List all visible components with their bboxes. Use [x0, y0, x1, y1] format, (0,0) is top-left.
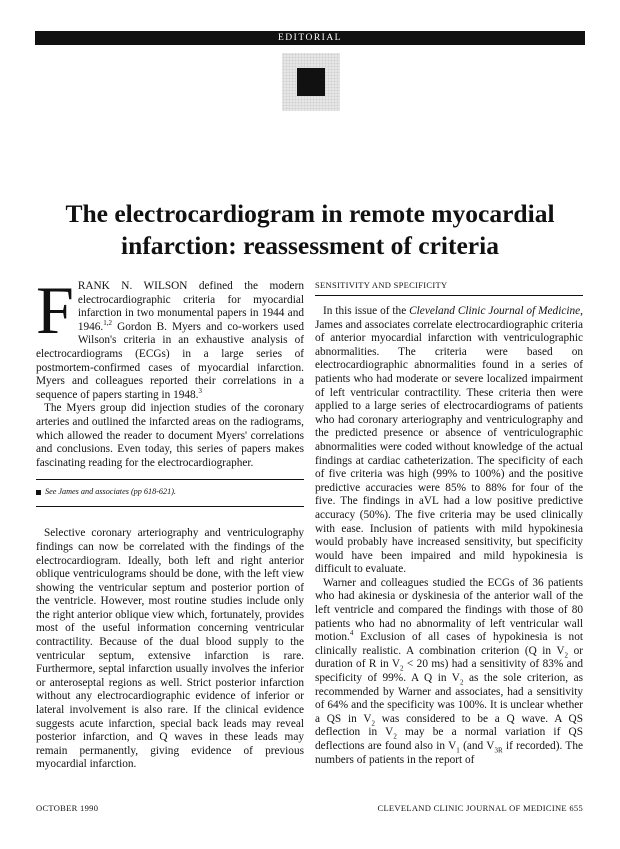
square-emblem-icon	[282, 53, 340, 111]
footer-date: OCTOBER 1990	[36, 803, 99, 813]
left-column	[36, 272, 304, 772]
section-label: EDITORIAL	[278, 33, 342, 43]
emblem-core	[297, 68, 325, 96]
section-header-bar	[35, 31, 585, 45]
right-column	[315, 280, 583, 767]
left-paragraph-3: Selective coronary arteriography and ventriculography findings can now be correlated with the findings of the electrocardiogram. Ideally, both left and right anterior oblique ventriculograms should be done, with the left view showing the ventricular septum and posterior portion of the ventricle. However, most routine studies include only the right anterior oblique view which, fortunately, provides most of the useful information concerning ventricular contractility. Because of the dual blood supply to the ventricular septum, extensive infarction is rare. Furthermore, septal infarction usually involves the inferior or anteroseptal regions as well. Strict posterior infarction without any electrocardiographic evidence of inferior or lateral involvement is also rare. If the clinical evidence suggests acute infarction, special back leads may reveal posterior infarction, and Q waves in these leads may remain permanently, giving evidence of previous myocardial infarction.	[36, 527, 304, 771]
see-also-note[interactable]: See James and associates (pp 618-621).	[36, 486, 304, 497]
article-title: The electrocardiogram in remote myocardial infarction: reassessment of criteria	[65, 199, 555, 260]
drop-cap: F	[36, 272, 74, 348]
right-paragraph-2: Warner and colleagues studied the ECGs of 36 patients who had akinesia or dyskinesia of the anterior wall of the left ventricle and compared the findings with those of 80 patients who had no abnormality of left ventricular wall motion.$^4$ Exclusion of all cases of hypokinesia is not clinically realistic. A combination criterion (Q in $V_2$ or duration of R in $V_2 < 20$ ms) had a sensitivity of 83% and specificity of 99%. A Q in $V_2$ as the sole criterion, as recommended by Warner and associates, had a sensitivity of 64% and the specificity was 100%. It is unclear whether a QS in $V_2$ was considered to be a Q wave. A QS deflection in $V_2$ may be a normal variation if QS deflections are found also in $V_1$ (and $V_{3R}$ if recorded). The numbers of patients in the report of	[315, 576, 584, 766]
left-paragraph-2: The Myers group did injection studies of the coronary arteries and outlined the infarcted areas on the radiograms, which allowed the reader to document Myers' correlations and conclusions. Even today, this series of papers makes fascinating reading for the electrocardiographer.	[36, 402, 304, 469]
bullet-square-icon	[36, 490, 41, 495]
divider	[36, 479, 304, 480]
section-heading: SENSITIVITY AND SPECIFICITY	[315, 280, 583, 296]
footer-journal-page: CLEVELAND CLINIC JOURNAL OF MEDICINE 655	[377, 803, 583, 813]
left-paragraph-1: FRANK N. WILSON defined the modern electrocardiographic criteria for myocardial infarction in two monumental papers in 1944 and 1946.$^{1,2}$ Gordon B. Myers and co-workers used Wilson's criteria in an exhaustive analysis of electrocardiograms (ECGs) in a large series of postmortem-confirmed cases of myocardial infarction. Myers and colleagues reported their correlations in a sequence of papers starting in 1948.$^3$	[36, 272, 304, 401]
journal-name: Cleveland Clinic Journal of Medicine	[409, 305, 581, 317]
divider	[36, 506, 304, 507]
right-paragraph-1: In this issue of the Cleveland Clinic Journal of Medicine, James and associates correlate electrocardiographic criteria of anterior myocardial infarction with ventriculographic abnormalities. The criteria were based on electrocardiographic abnormalities found in a series of patients who had moderate or severe localized impairment of left ventricular contractility. These criteria then were applied to a large series of electrocardiograms of patients who had coronary arteriography and ventriculography and the predicted presence or absence of ventriculographic abnormalities were coded without knowledge of the actual findings at cardiac catheterization. The specificity of each of five criteria was high (99% to 100%) and the positive predictive accuracies were 85% to 88% for four of the five. The findings in aVL had a low positive predictive accuracy (50%). The five criteria may be used clinically with ease. Inclusion of patients with mild hypokinesia would probably have increased sensitivity, but specificity would have been impaired and mild hypokinesia is difficult to evaluate.	[315, 305, 583, 576]
